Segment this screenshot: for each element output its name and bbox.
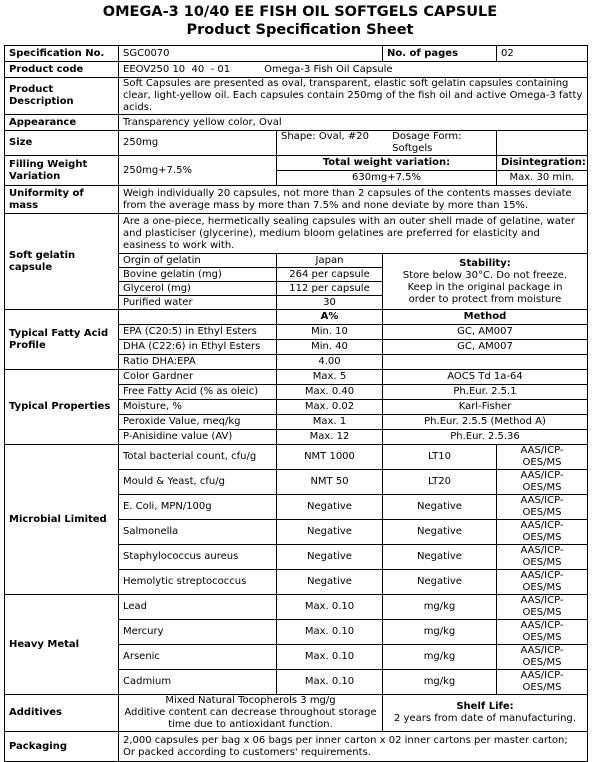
properties-label: Typical Properties (5, 370, 119, 445)
microbial-name: Total bacterial count, cfu/g (119, 445, 277, 470)
microbial-limit: Negative (383, 545, 497, 570)
property-method: Ph.Eur. 2.5.5 (Method A) (383, 415, 588, 430)
shelf-life-cell (383, 695, 588, 732)
heavy-row (5, 595, 588, 620)
pages-value: 02 (497, 46, 588, 62)
additives-label: Additives (5, 695, 119, 732)
size-dosage: Dosage Form: Softgels (392, 131, 462, 154)
heavy-name: Cadmium (119, 670, 277, 695)
shelf-life-label: Shelf Life: (456, 701, 514, 712)
description-row (5, 78, 588, 115)
heavy-name: Lead (119, 595, 277, 620)
microbial-label: Microbial Limited (5, 445, 119, 595)
gelatin-item-name: Orgin of gelatin (119, 254, 277, 268)
property-method: Karl-Fisher (383, 400, 588, 415)
fatty-name: Ratio DHA:EPA (119, 355, 277, 370)
property-name: P-Anisidine value (AV) (119, 430, 277, 445)
packaging-cell (119, 732, 588, 762)
microbial-limit: LT10 (383, 445, 497, 470)
fatty-method (383, 355, 588, 370)
product-code-row (5, 62, 588, 78)
filling-value: 250mg+7.5% (119, 156, 277, 186)
pages-label: No. of pages (383, 46, 497, 62)
property-row (5, 370, 588, 385)
heavy-method: AAS/ICP-OES/MS (497, 670, 588, 695)
property-method: AOCS Td 1a-64 (383, 370, 588, 385)
heavy-value: Max. 0.10 (277, 595, 383, 620)
product-name: Omega-3 Fish Oil Capsule (264, 63, 393, 75)
additives-row (5, 695, 588, 732)
heavy-value: Max. 0.10 (277, 645, 383, 670)
specification-table (4, 45, 588, 762)
total-weight-label: Total weight variation: (277, 156, 497, 171)
product-code-cell (119, 62, 588, 78)
product-code-value: EEOV250 10 40 - 01 (123, 63, 231, 75)
fatty-value: Min. 10 (277, 325, 383, 340)
microbial-limit: Negative (383, 520, 497, 545)
microbial-method: AAS/ICP-OES/MS (497, 445, 588, 470)
uniformity-text: Weigh individually 20 capsules, not more than 2 capsules of the contents masses deviate from the average mass by more than 7.5% and none deviate by more than 15%. (119, 186, 588, 214)
shelf-life-text: 2 years from date of manufacturing. (394, 713, 576, 724)
gelatin-item-value: 264 per capsule (277, 268, 383, 282)
additives-line1: Mixed Natural Tocopherols 3 mg/g (165, 695, 336, 706)
size-row (5, 131, 588, 156)
size-value: 250mg (119, 131, 277, 156)
property-value: Max. 0.40 (277, 385, 383, 400)
gelatin-intro-row (5, 214, 588, 254)
heavy-name: Arsenic (119, 645, 277, 670)
property-name: Peroxide Value, meq/kg (119, 415, 277, 430)
heavy-name: Mercury (119, 620, 277, 645)
disintegration-label: Disintegration: (497, 156, 588, 171)
stability-label: Stability: (459, 257, 511, 269)
property-method: Ph.Eur. 2.5.1 (383, 385, 588, 400)
heavy-method: AAS/ICP-OES/MS (497, 595, 588, 620)
microbial-value: Negative (277, 545, 383, 570)
size-label: Size (5, 131, 119, 156)
microbial-limit: Negative (383, 495, 497, 520)
microbial-limit: Negative (383, 570, 497, 595)
heavy-unit: mg/kg (383, 645, 497, 670)
microbial-method: AAS/ICP-OES/MS (497, 495, 588, 520)
microbial-value: NMT 1000 (277, 445, 383, 470)
microbial-name: Hemolytic streptococcus (119, 570, 277, 595)
property-value: Max. 5 (277, 370, 383, 385)
microbial-name: E. Coli, MPN/100g (119, 495, 277, 520)
fatty-col-a: A% (277, 310, 383, 325)
microbial-row (5, 445, 588, 470)
heavy-value: Max. 0.10 (277, 620, 383, 645)
packaging-line2: Or packed according to customers' requirements. (123, 746, 371, 758)
gelatin-item-value: 112 per capsule (277, 282, 383, 296)
gelatin-item-name: Bovine gelatin (mg) (119, 268, 277, 282)
packaging-line1: 2,000 capsules per bag x 06 bags per inner carton x 02 inner cartons per master carton; (123, 734, 568, 746)
spec-no-label: Specification No. (5, 46, 119, 62)
property-value: Max. 1 (277, 415, 383, 430)
description-label: Product Description (5, 78, 119, 115)
heavy-method: AAS/ICP-OES/MS (497, 620, 588, 645)
product-code-label: Product code (5, 62, 119, 78)
size-shape-dosage (277, 131, 497, 156)
microbial-value: Negative (277, 570, 383, 595)
appearance-label: Appearance (5, 115, 119, 131)
property-name: Moisture, % (119, 400, 277, 415)
fatty-label: Typical Fatty Acid Profile (5, 310, 119, 370)
document-title: OMEGA-3 10/40 EE FISH OIL SOFTGELS CAPSULE (102, 4, 498, 20)
property-value: Max. 12 (277, 430, 383, 445)
microbial-value: NMT 50 (277, 470, 383, 495)
uniformity-label: Uniformity of mass (5, 186, 119, 214)
property-name: Color Gardner (119, 370, 277, 385)
fatty-name: EPA (C20:5) in Ethyl Esters (119, 325, 277, 340)
document-subtitle: Product Specification Sheet (186, 22, 414, 38)
heavy-unit: mg/kg (383, 620, 497, 645)
heavy-unit: mg/kg (383, 670, 497, 695)
microbial-method: AAS/ICP-OES/MS (497, 545, 588, 570)
heavy-label: Heavy Metal (5, 595, 119, 695)
filling-row (5, 156, 588, 171)
fatty-col-method: Method (383, 310, 588, 325)
heavy-method: AAS/ICP-OES/MS (497, 645, 588, 670)
heavy-value: Max. 0.10 (277, 670, 383, 695)
microbial-limit: LT20 (383, 470, 497, 495)
fatty-method: GC, AM007 (383, 325, 588, 340)
microbial-method: AAS/ICP-OES/MS (497, 520, 588, 545)
uniformity-row (5, 186, 588, 214)
property-name: Free Fatty Acid (% as oleic) (119, 385, 277, 400)
gelatin-label: Soft gelatin capsule (5, 214, 119, 310)
fatty-name: DHA (C22:6) in Ethyl Esters (119, 340, 277, 355)
description-text: Soft Capsules are presented as oval, transparent, elastic soft gelatin capsules containing clear, light-yellow oil. Each capsules contain 250mg of the fish oil and active Omega-3 fatty acids. (119, 78, 588, 115)
stability-text: Store below 30°C. Do not freeze. Keep in the original package in order to protect from moisture (402, 269, 568, 305)
gelatin-item-value: 30 (277, 296, 383, 310)
appearance-text: Transparency yellow color, Oval (119, 115, 588, 131)
microbial-name: Staphylococcus aureus (119, 545, 277, 570)
property-value: Max. 0.02 (277, 400, 383, 415)
heavy-unit: mg/kg (383, 595, 497, 620)
gelatin-item-name: Purified water (119, 296, 277, 310)
additives-line2: Additive content can decrease throughout storage time due to antioxidant function. (124, 707, 377, 730)
size-shape: Shape: Oval, #20 (281, 131, 370, 142)
fatty-value: 4.00 (277, 355, 383, 370)
spec-no-value: SGC0070 (119, 46, 383, 62)
gelatin-item-name: Glycerol (mg) (119, 282, 277, 296)
filling-label: Filling Weight Variation (5, 156, 119, 186)
packaging-row (5, 732, 588, 762)
microbial-method: AAS/ICP-OES/MS (497, 570, 588, 595)
gelatin-item-value: Japan (277, 254, 383, 268)
property-method: Ph.Eur. 2.5.36 (383, 430, 588, 445)
microbial-value: Negative (277, 495, 383, 520)
microbial-name: Mould & Yeast, cfu/g (119, 470, 277, 495)
microbial-value: Negative (277, 520, 383, 545)
total-weight-value: 630mg+7.5% (277, 171, 497, 186)
gelatin-text: Are a one-piece, hermetically sealing capsules with an outer shell made of gelatine, water and plasticiser (glycerine), medium bloom gelatines are preferred for elasticity and easiness to work with. (119, 214, 588, 254)
additives-cell (119, 695, 383, 732)
packaging-label: Packaging (5, 732, 119, 762)
spec-no-row (5, 46, 588, 62)
fatty-method: GC, AM007 (383, 340, 588, 355)
stability-cell (383, 254, 588, 310)
appearance-row (5, 115, 588, 131)
microbial-method: AAS/ICP-OES/MS (497, 470, 588, 495)
fatty-header-row (5, 310, 588, 325)
fatty-value: Min. 40 (277, 340, 383, 355)
disintegration-value: Max. 30 min. (497, 171, 588, 186)
microbial-name: Salmonella (119, 520, 277, 545)
